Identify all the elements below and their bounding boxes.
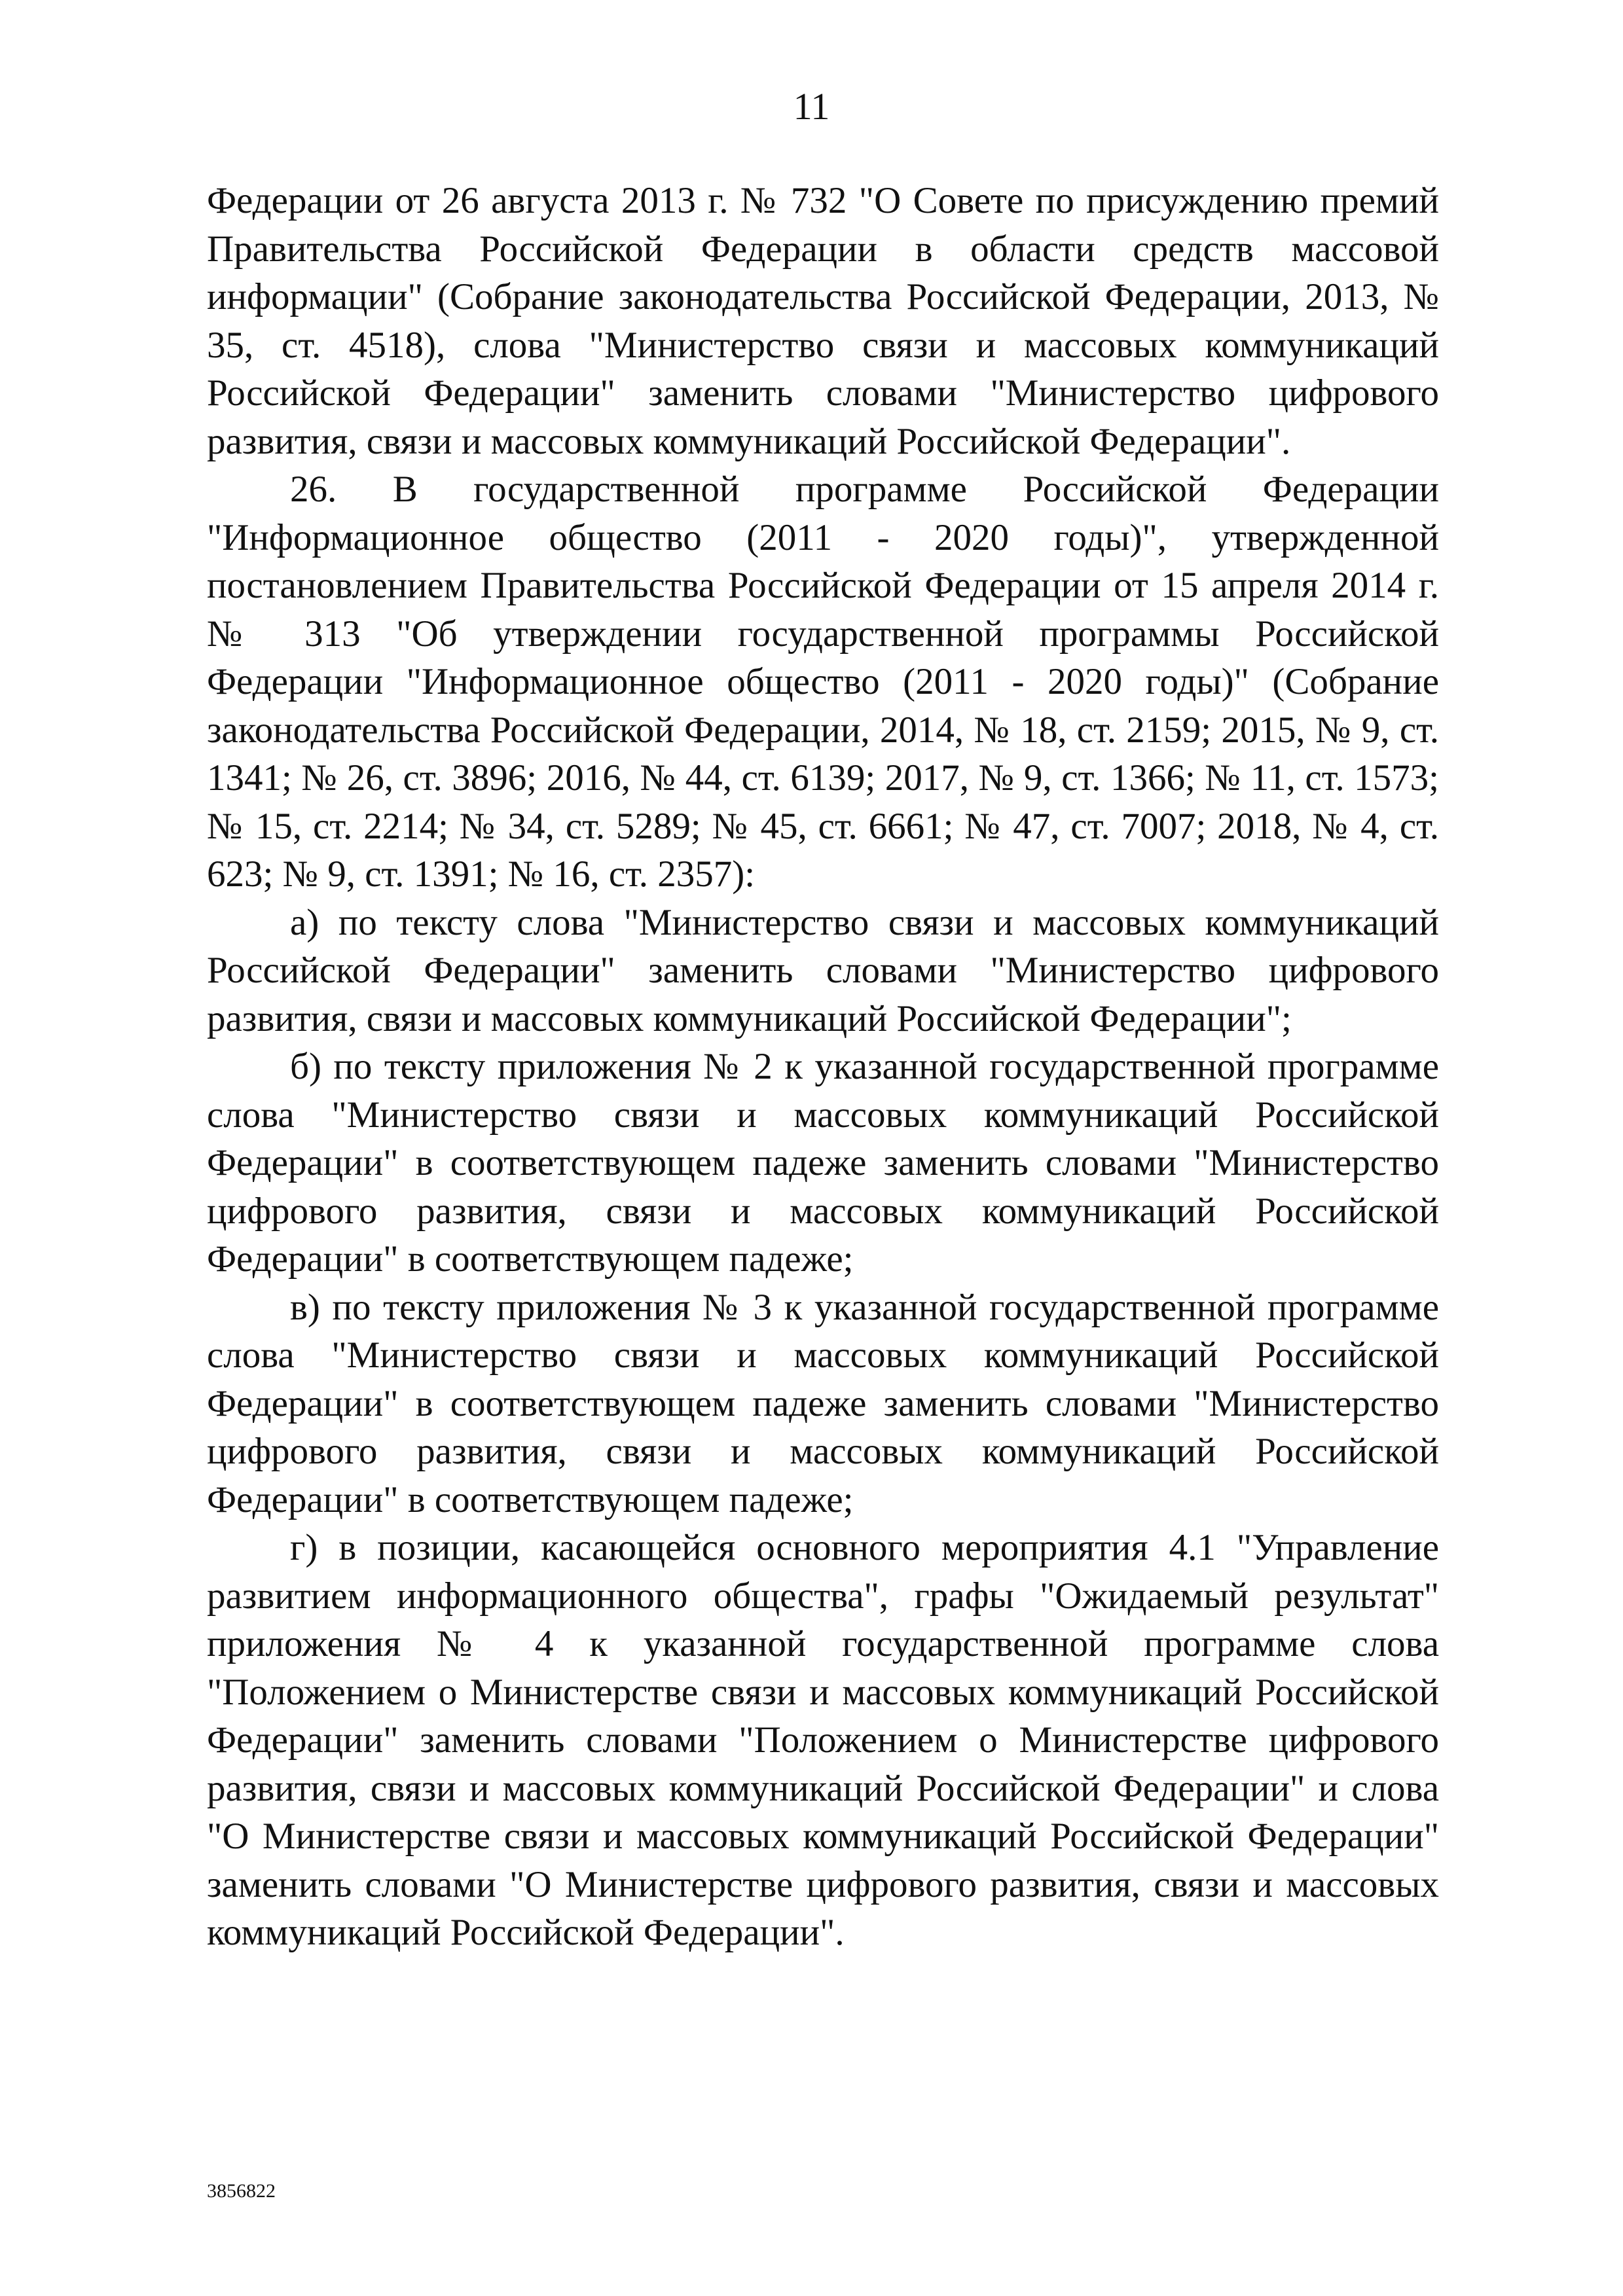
paragraph-subitem-g: г) в позиции, касающейся основного мероприятия 4.1 "Управление развитием информационного общества", графы "Ожидаемый результат" приложения № 4 к указанной государственной программе слова "Положением о Министерстве связи и массовых коммуникаций Российской Федерации" заменить словами "Положением о Министерстве цифрового развития, связи и массовых коммуникаций Российской Федерации" и слова "О Министерстве связи и массовых коммуникаций Российской Федерации" заменить словами "О Министерстве цифрового развития, связи и массовых коммуникаций Российской Федерации".: [207, 1527, 1439, 1953]
document-body: [207, 177, 1439, 1957]
paragraph-subitem-b: б) по тексту приложения № 2 к указанной государственной программе слова "Министерство связи и массовых коммуникаций Российской Федерации" в соответствующем падеже заменить словами "Министерство цифрового развития, связи и массовых коммуникаций Российской Федерации" в соответствующем падеже;: [207, 1046, 1439, 1280]
paragraph-item-26: 26. В государственной программе Российской Федерации "Информационное общество (2011 - 2020 годы)", утвержденной постановлением Правительства Российской Федерации от 15 апреля 2014 г. № 313 "Об утверждении государственной программы Российской Федерации "Информационное общество (2011 - 2020 годы)" (Собрание законодательства Российской Федерации, 2014, № 18, ст. 2159; 2015, № 9, ст. 1341; № 26, ст. 3896; 2016, № 44, ст. 6139; 2017, № 9, ст. 1366; № 11, ст. 1573; № 15, ст. 2214; № 34, ст. 5289; № 45, ст. 6661; № 47, ст. 7007; 2018, № 4, ст. 623; № 9, ст. 1391; № 16, ст. 2357):: [207, 469, 1439, 895]
page-number: 11: [793, 85, 830, 128]
paragraph-subitem-a: а) по тексту слова "Министерство связи и массовых коммуникаций Российской Федерации" заменить словами "Министерство цифрового развития, связи и массовых коммуникаций Российской Федерации";: [207, 901, 1439, 1039]
paragraph-continuation: Федерации от 26 августа 2013 г. № 732 "О Совете по присуждению премий Правительства Российской Федерации в области средств массовой информации" (Собрание законодательства Российской Федерации, 2013, № 35, ст. 4518), слова "Министерство связи и массовых коммуникаций Российской Федерации" заменить словами "Министерство цифрового развития, связи и массовых коммуникаций Российской Федерации".: [207, 180, 1439, 462]
paragraph-subitem-v: в) по тексту приложения № 3 к указанной государственной программе слова "Министерство связи и массовых коммуникаций Российской Федерации" в соответствующем падеже заменить словами "Министерство цифрового развития, связи и массовых коммуникаций Российской Федерации" в соответствующем падеже;: [207, 1286, 1439, 1520]
document-code: 3856822: [207, 2180, 276, 2202]
